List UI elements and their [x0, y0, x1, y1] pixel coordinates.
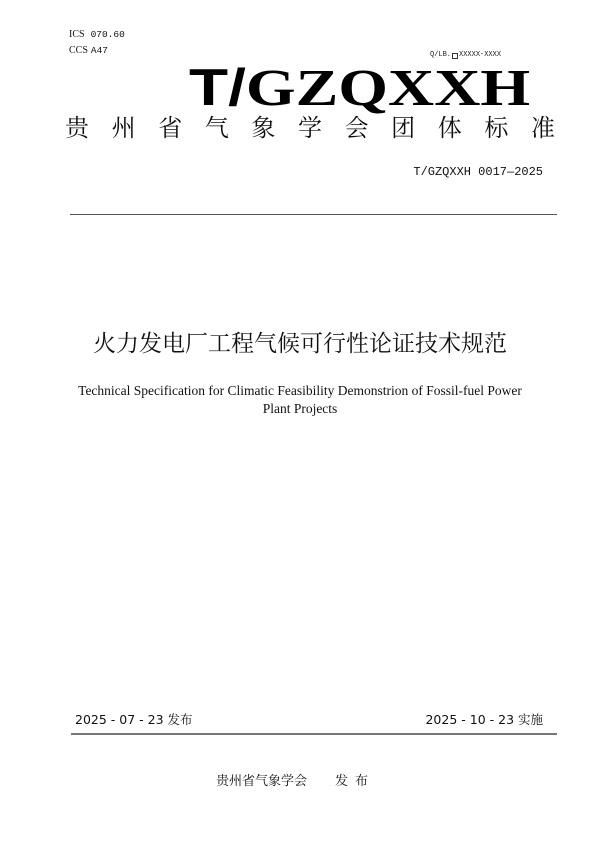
registration-value: XXXXX-XXXX — [459, 51, 502, 59]
ics-value: 070.60 — [90, 29, 125, 40]
heading-char: 州 — [111, 114, 136, 142]
issuer-line — [216, 774, 375, 790]
registration-number — [430, 51, 501, 60]
ccs-value: A47 — [90, 45, 109, 56]
document-title-chinese: 火力发电厂工程气候可行性论证技术规范 — [93, 331, 507, 357]
heading-char: 省 — [158, 114, 183, 142]
organization-standard-heading — [65, 113, 555, 143]
bottom-divider — [71, 733, 557, 735]
publish-date: 2025 - 07 - 23 发布 — [75, 712, 193, 727]
ccs-label: CCS — [69, 45, 88, 56]
checkbox-square-icon — [452, 53, 458, 59]
document-title-english — [0, 382, 600, 418]
issuer-action: 发布 — [335, 774, 376, 789]
logo-code: GZQXXH — [245, 60, 531, 117]
ics-label: ICS — [69, 29, 85, 40]
heading-char: 会 — [344, 114, 369, 142]
heading-char: 气 — [204, 114, 229, 142]
ccs-classification — [69, 45, 108, 57]
standard-number: T/GZQXXH 0017—2025 — [413, 165, 543, 179]
heading-char: 标 — [484, 114, 509, 142]
heading-char: 贵 — [65, 114, 89, 142]
english-title-line-2: Plant Projects — [262, 401, 338, 416]
issuer-organization: 贵州省气象学会 — [216, 774, 308, 789]
standard-code-logo — [189, 59, 531, 117]
heading-char: 学 — [297, 114, 322, 142]
top-divider — [70, 214, 557, 215]
logo-prefix: T/ — [189, 59, 246, 117]
heading-char: 团 — [391, 114, 416, 142]
english-title-line-1: Technical Specification for Climatic Feasibility Demonstrion of Fossil-fuel Power — [78, 383, 522, 398]
registration-prefix: Q/LB. — [430, 51, 452, 59]
heading-char: 体 — [437, 114, 462, 142]
heading-char: 准 — [530, 114, 555, 142]
heading-char: 象 — [251, 114, 276, 142]
implement-date: 2025 - 10 - 23 实施 — [425, 712, 543, 727]
ics-classification — [69, 29, 125, 41]
